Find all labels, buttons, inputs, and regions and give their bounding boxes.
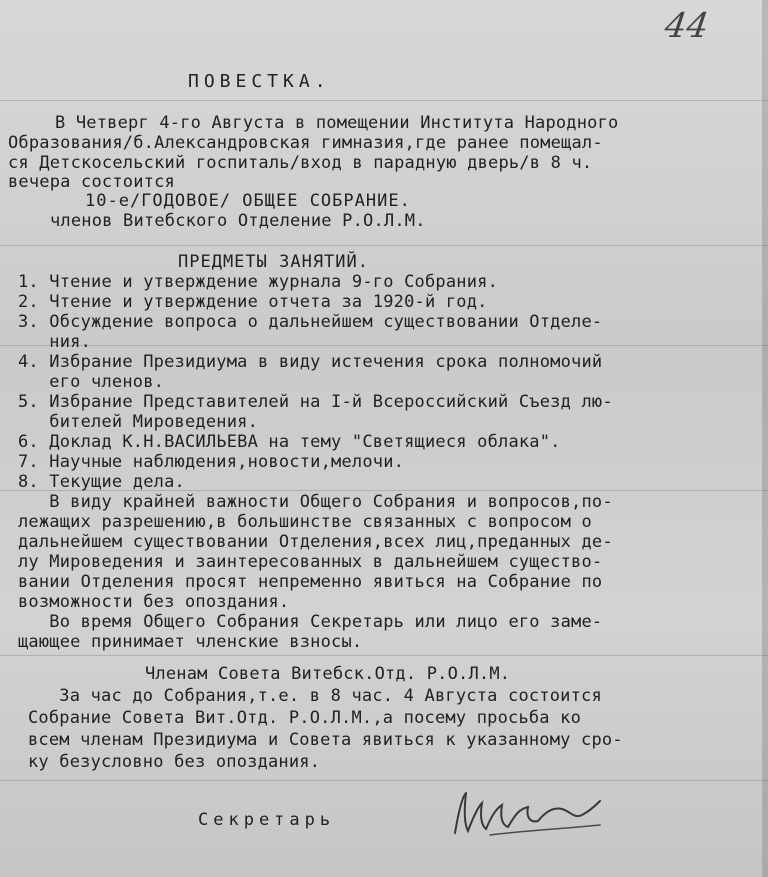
notice-line: Во время Общего Собрания Секретарь или лицо его заме-	[18, 612, 603, 632]
agenda-item: 3. Обсуждение вопроса о дальнейшем существовании Отделе-	[18, 312, 603, 332]
agenda-item: 4. Избрание Президиума в виду истечения срока полномочий	[18, 352, 603, 372]
agenda-item: ния.	[18, 332, 92, 352]
agenda-item: его членов.	[18, 372, 165, 392]
council-heading: Членам Совета Витебск.Отд. Р.О.Л.М.	[145, 664, 511, 684]
agenda-item: 6. Доклад К.Н.ВАСИЛЬЕВА на тему "Светящиеся облака".	[18, 432, 561, 452]
ruled-line	[0, 345, 768, 346]
notice-line: вании Отделения просят непременно явиться на Собрание по	[18, 572, 603, 592]
notice-line: возможности без опоздания.	[18, 592, 290, 612]
document-title: ПОВЕСТКА.	[188, 71, 331, 92]
notice-line: В виду крайней важности Общего Собрания и вопросов,по-	[18, 492, 613, 512]
intro-line: ся Детскосельский госпиталь/вход в парадную дверь/в 8 ч.	[8, 153, 593, 173]
council-line: За час до Собрания,т.е. в 8 час. 4 Августа состоится	[28, 686, 602, 706]
agenda-item: 5. Избрание Представителей на I-й Всероссийский Съезд лю-	[18, 392, 613, 412]
handwritten-signature	[450, 785, 610, 845]
page-edge-shadow	[762, 0, 768, 877]
agenda-item: 8. Текущие дела.	[18, 472, 185, 492]
signature-label: Секретарь	[198, 810, 336, 830]
agenda-item: 7. Научные наблюдения,новости,мелочи.	[18, 452, 405, 472]
intro-line: вечера состоится	[8, 172, 175, 192]
ruled-line	[0, 100, 768, 101]
intro-line: В Четверг 4-го Августа в помещении Института Народного	[55, 113, 619, 133]
ruled-line	[0, 780, 768, 781]
notice-line: лу Мироведения и заинтересованных в дальнейшем существо-	[18, 552, 603, 572]
council-line: ку безусловно без опоздания.	[28, 752, 321, 772]
intro-line: Образования/б.Александровская гимназия,где ранее помещал-	[8, 133, 603, 153]
agenda-item: 2. Чтение и утверждение отчета за 1920-й год.	[18, 292, 488, 312]
agenda-item: бителей Мироведения.	[18, 412, 259, 432]
notice-line: лежащих разрешению,в большинстве связанных с вопросом о	[18, 512, 592, 532]
ruled-line	[0, 245, 768, 246]
agenda-item: 1. Чтение и утверждение журнала 9-го Собрания.	[18, 272, 499, 292]
agenda-heading: ПРЕДМЕТЫ ЗАНЯТИЙ.	[178, 252, 369, 272]
notice-line: дальнейшем существовании Отделения,всех лиц,преданных де-	[18, 532, 613, 552]
archive-number: 44	[662, 6, 712, 46]
ruled-line	[0, 655, 768, 656]
council-line: всем членам Президиума и Совета явиться к указанному сро-	[28, 730, 623, 750]
council-line: Собрание Совета Вит.Отд. Р.О.Л.М.,а посему просьба ко	[28, 708, 582, 728]
meeting-subtitle: членов Витебского Отделение Р.О.Л.М.	[50, 211, 426, 231]
meeting-title: 10-е/ГОДОВОЕ/ ОБЩЕЕ СОБРАНИЕ.	[85, 191, 411, 211]
notice-line: щающее принимает членские взносы.	[18, 632, 363, 652]
